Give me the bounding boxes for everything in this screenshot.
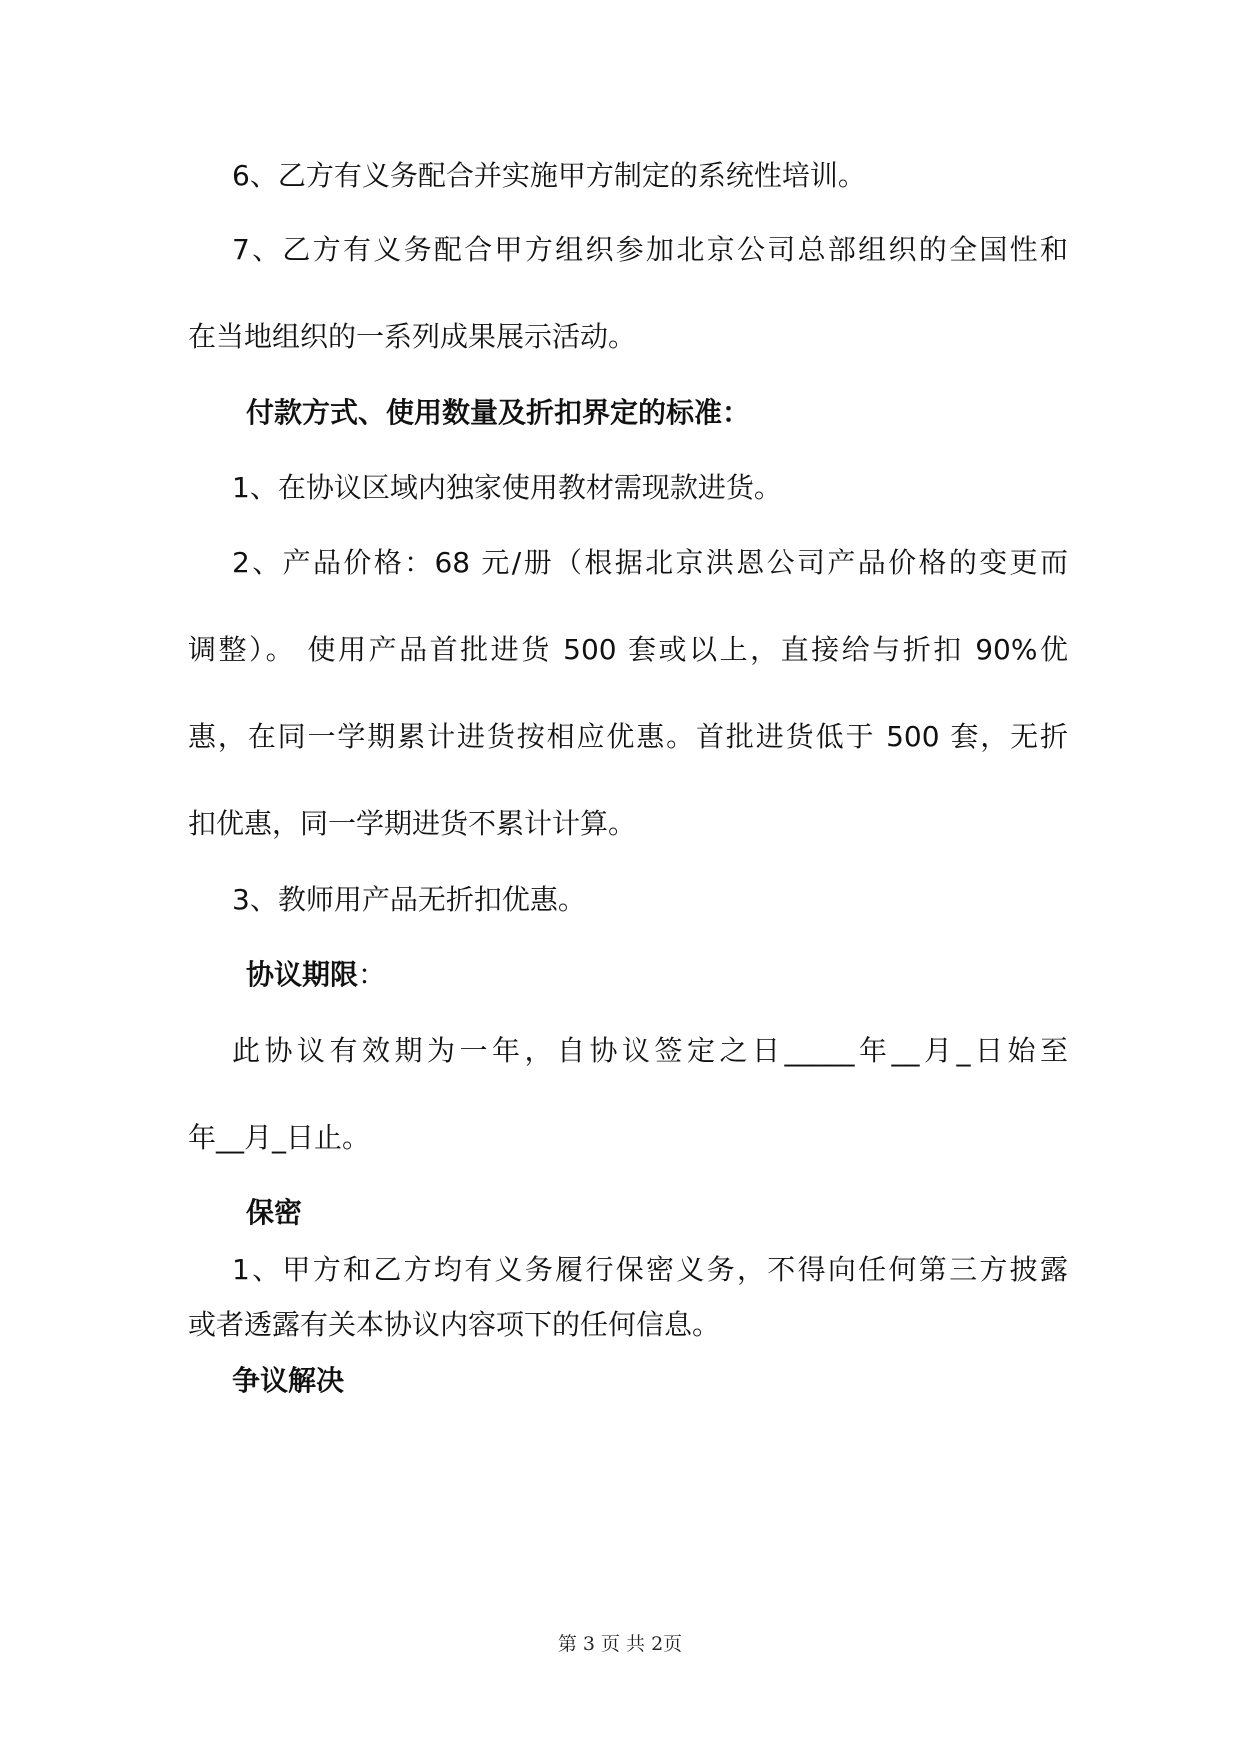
clause-7-line-2: 在当地组织的一系列成果展示活动。 — [188, 320, 637, 353]
term-heading-colon: ： — [358, 958, 387, 991]
payment-clause-2-line-3: 惠，在同一学期累计进货按相应优惠。首批进货低于 500 套，无折 — [188, 720, 1068, 753]
clause-7-line-1: 7、乙方有义务配合甲方组织参加北京公司总部组织的全国性和 — [232, 233, 1068, 266]
term-clause-line-1: 此协议有效期为一年，自协议签定之日_____年__月_日始至 — [232, 1034, 1068, 1067]
payment-clause-2-line-2: 调整）。 使用产品首批进货 500 套或以上，直接给与折扣 90%优 — [188, 633, 1068, 666]
section-heading-confidentiality: 保密 — [246, 1196, 303, 1229]
clause-6: 6、乙方有义务配合并实施甲方制定的系统性培训。 — [232, 159, 866, 192]
term-clause-line-2: 年__月_日止。 — [188, 1121, 371, 1154]
payment-clause-2-line-4: 扣优惠，同一学期进货不累计计算。 — [188, 807, 637, 840]
confidentiality-clause-line-1: 1、甲方和乙方均有义务履行保密义务，不得向任何第三方披露 — [232, 1253, 1068, 1286]
term-heading-text: 协议期限 — [246, 958, 359, 991]
payment-clause-3: 3、教师用产品无折扣优惠。 — [232, 883, 586, 916]
section-heading-term — [246, 955, 1126, 995]
section-heading-dispute: 争议解决 — [232, 1364, 345, 1397]
confidentiality-clause-line-2: 或者透露有关本协议内容项下的任何信息。 — [188, 1308, 721, 1341]
payment-clause-1: 1、在协议区域内独家使用教材需现款进货。 — [232, 471, 782, 504]
page-footer: 第 3 页 共 2页 — [557, 1633, 683, 1655]
section-heading-payment: 付款方式、使用数量及折扣界定的标准： — [246, 396, 751, 429]
payment-clause-2-line-1: 2、产品价格：68 元/册（根据北京洪恩公司产品价格的变更而 — [232, 546, 1068, 579]
